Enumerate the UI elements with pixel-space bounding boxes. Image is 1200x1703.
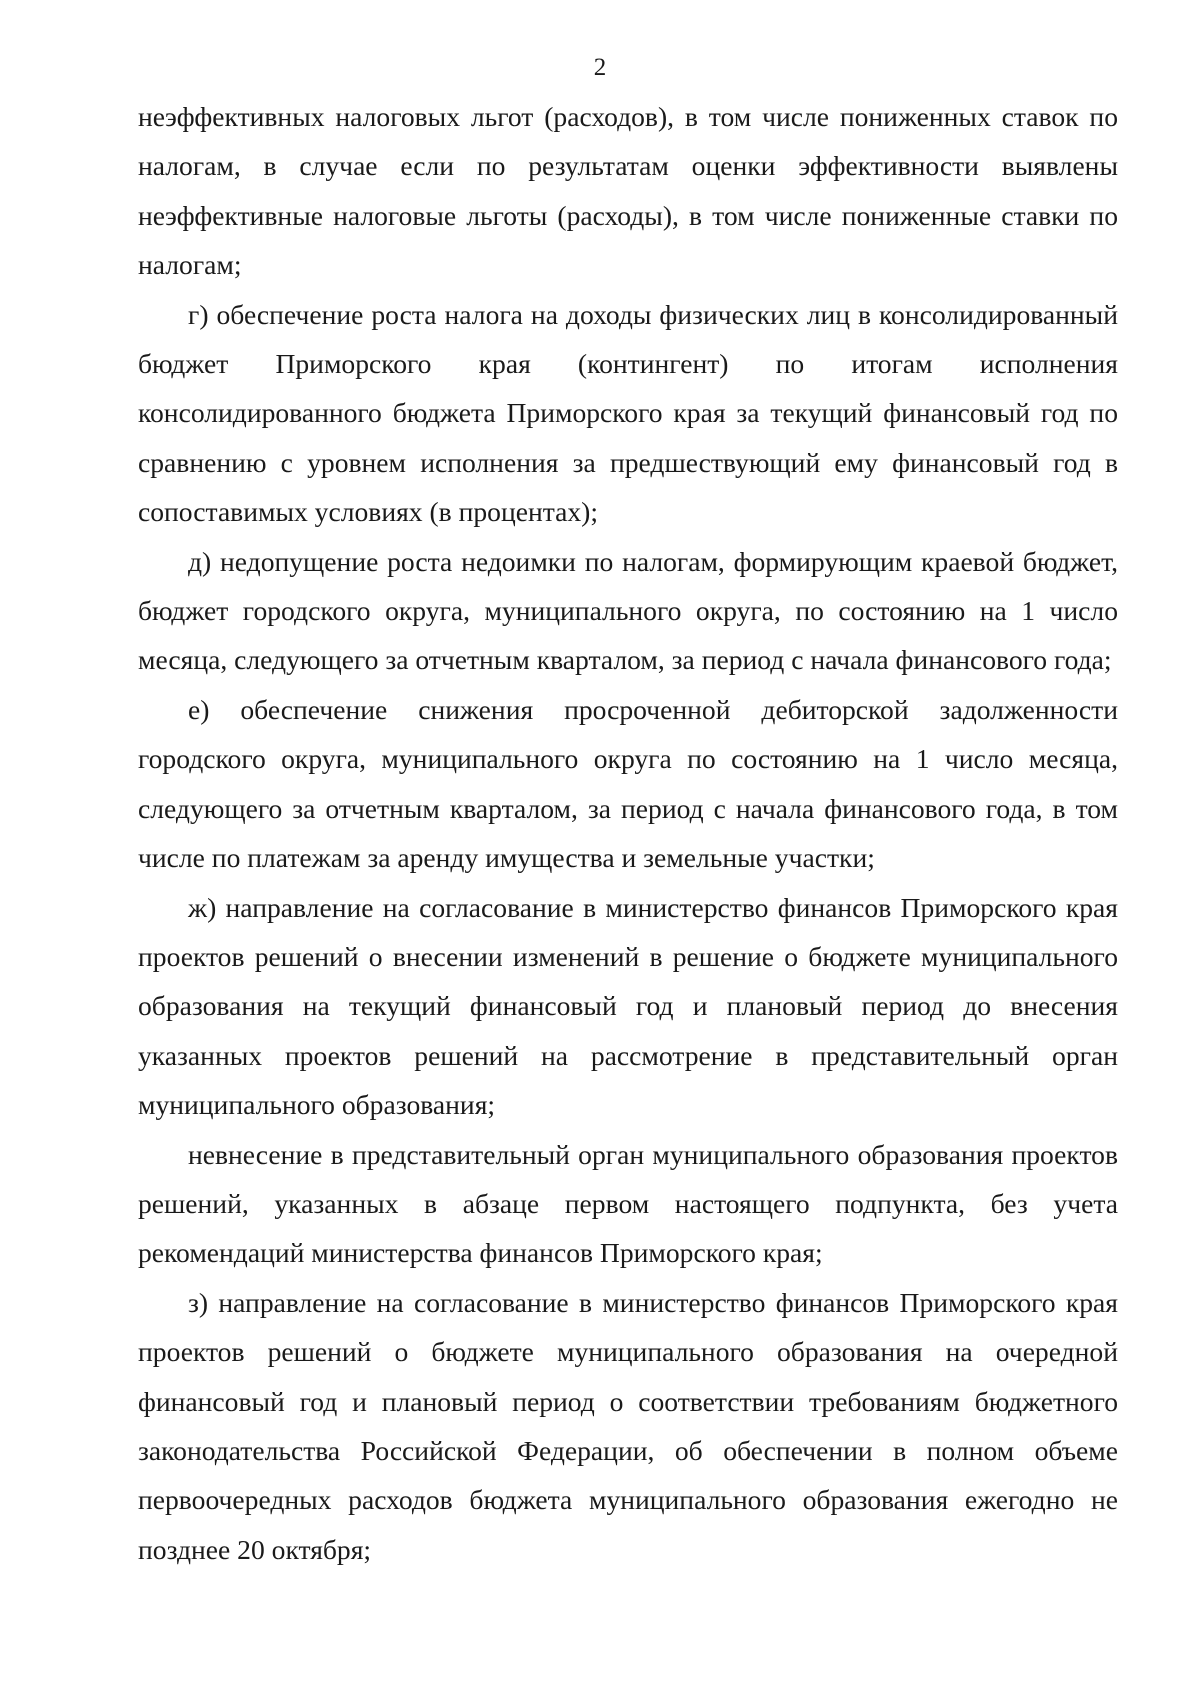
paragraph-item-e: е) обеспечение снижения просроченной дебиторской задолженности городского округа, муниципального округа по состоянию на 1 число месяца, следующего за отчетным кварталом, за период с начала финансового года, в том числе по платежам за аренду имущества и земельные участки; bbox=[138, 693, 1118, 874]
paragraph-item-zh-second: невнесение в представительный орган муниципального образования проектов решений, указанных в абзаце первом настоящего подпункта, без учета рекомендаций министерства финансов Приморского края; bbox=[138, 1138, 1118, 1269]
document-body bbox=[138, 92, 1118, 1574]
page-number: 2 bbox=[593, 54, 607, 81]
paragraph-item-zh: ж) направление на согласование в министерство финансов Приморского края проектов решений о внесении изменений в решение о бюджете муниципального образования на текущий финансовый год и плановый период до внесения указанных проектов решений на рассмотрение в представительный орган муниципального образования; bbox=[138, 891, 1118, 1121]
paragraph-continuation: неэффективных налоговых льгот (расходов), в том числе пониженных ставок по налогам, в случае если по результатам оценки эффективности выявлены неэффективные налоговые льготы (расходы), в том числе пониженные ставки по налогам; bbox=[138, 101, 1118, 281]
paragraph-item-z: з) направление на согласование в министерство финансов Приморского края проектов решений о бюджете муниципального образования на очередной финансовый год и плановый период о соответствии требованиям бюджетного законодательства Российской Федерации, об обеспечении в полном объеме первоочередных расходов бюджета муниципального образования ежегодно не позднее 20 октября; bbox=[138, 1286, 1118, 1565]
paragraph-item-g: г) обеспечение роста налога на доходы физических лиц в консолидированный бюджет Приморского края (контингент) по итогам исполнения консолидированного бюджета Приморского края за текущий финансовый год по сравнению с уровнем исполнения за предшествующий ему финансовый год в сопоставимых условиях (в процентах); bbox=[138, 298, 1118, 528]
paragraph-item-d: д) недопущение роста недоимки по налогам, формирующим краевой бюджет, бюджет городского округа, муниципального округа, по состоянию на 1 число месяца, следующего за отчетным кварталом, за период с начала финансового года; bbox=[138, 545, 1118, 676]
